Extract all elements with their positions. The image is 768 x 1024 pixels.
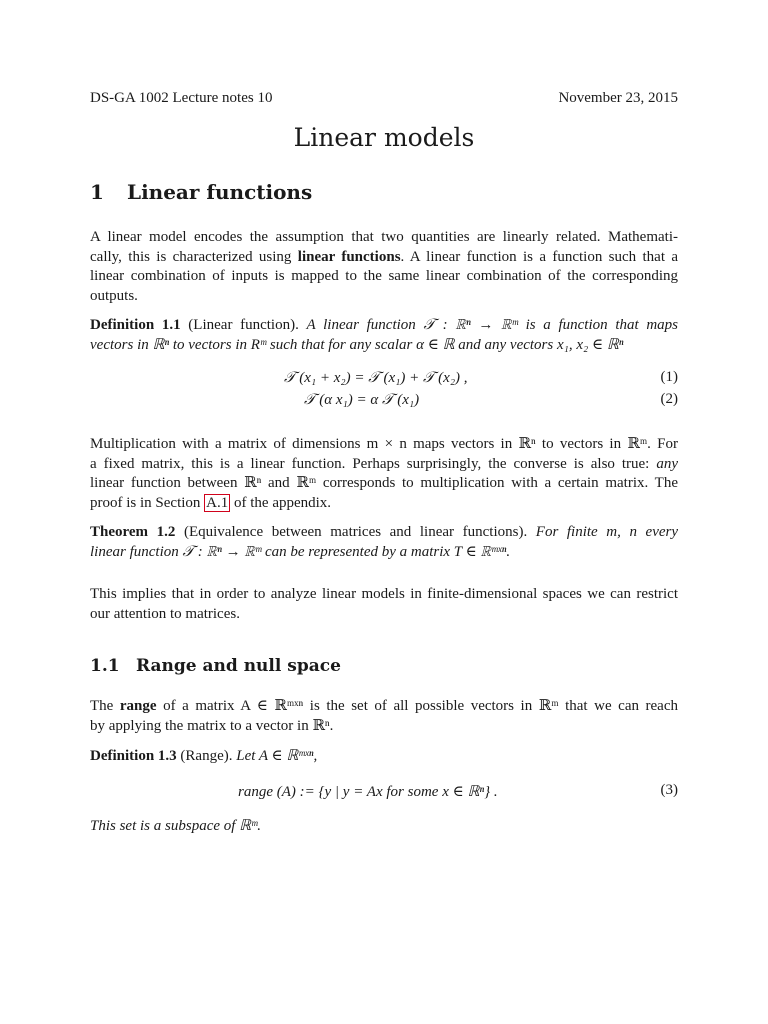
text-run: proof is in Section (90, 494, 205, 511)
paragraph-line: by applying the matrix to a vector in ℝⁿ. (90, 717, 334, 734)
paragraph (90, 435, 678, 513)
section-heading (90, 180, 312, 204)
equation-number: (1) (660, 369, 678, 385)
subsection-number: 1.1 (90, 656, 120, 676)
text-run: cally, this is characterized using (90, 248, 298, 265)
header-right: November 23, 2015 (558, 90, 678, 106)
definition-text: Let A ∈ ℝᵐˣⁿ, (236, 748, 318, 764)
theorem-label: Theorem 1.2 (90, 524, 176, 540)
theorem-text: For finite m, n every (535, 524, 679, 540)
definition-name: (Linear function). (188, 317, 299, 333)
bold-term: range (119, 698, 157, 714)
paragraph-line (90, 455, 678, 475)
text-run: of a matrix A ∈ ℝᵐˣⁿ is the set of all possible vectors in ℝᵐ that we can reach (156, 698, 678, 714)
equation-2: 𝒯 (α x₁) = α 𝒯 (x₁) (304, 392, 420, 408)
document-title: Linear models (293, 123, 475, 152)
definition-line (90, 316, 678, 336)
text-run: The (90, 698, 120, 714)
theorem-block (90, 523, 678, 562)
paragraph-line (90, 697, 678, 717)
equation-1: 𝒯 (x₁ + x₂) = 𝒯 (x₁) + 𝒯 (x₂) , (284, 370, 468, 386)
definition-block (90, 316, 678, 355)
text-run: . A linear function is a function such that a (400, 248, 679, 265)
paragraph-line (90, 494, 678, 514)
paragraph-line: linear function between ℝⁿ and ℝᵐ corresponds to multiplication with a certain matrix. The (90, 475, 678, 491)
paragraph-line: our attention to matrices. (90, 605, 240, 622)
section-link[interactable]: A.1 (206, 494, 229, 511)
header-left: DS-GA 1002 Lecture notes 10 (90, 90, 273, 106)
subsection-title: Range and null space (136, 656, 341, 676)
paragraph-line: A linear model encodes the assumption that two quantities are linearly related. Mathemati- (90, 229, 678, 245)
definition-block (90, 747, 317, 767)
theorem-name: (Equivalence between matrices and linear functions). (183, 524, 528, 540)
equation-number: (2) (660, 391, 678, 407)
paragraph (90, 585, 678, 624)
bold-term: linear functions (297, 248, 401, 265)
definition-label: Definition 1.3 (90, 748, 177, 764)
definition-text: A linear function 𝒯 : ℝⁿ → ℝᵐ is a function that maps (306, 317, 679, 333)
emphasis: any (656, 455, 678, 472)
paragraph-line (90, 248, 678, 268)
definition-label: Definition 1.1 (90, 317, 181, 333)
theorem-line: linear function 𝒯 : ℝⁿ → ℝᵐ can be represented by a matrix T ∈ ℝᵐˣⁿ. (90, 543, 511, 560)
text-run: a fixed matrix, this is a linear function. Perhaps surprisingly, the converse is also true: (90, 455, 657, 472)
section-title: Linear functions (127, 180, 313, 204)
equation-3: range (A) := {y | y = Ax for some x ∈ ℝⁿ} . (238, 784, 498, 800)
subsection-heading (90, 656, 341, 676)
paragraph-line: outputs. (90, 287, 138, 304)
paragraph (90, 228, 678, 306)
theorem-line (90, 523, 678, 543)
paragraph-line: linear combination of inputs is mapped to the same linear combination of the corresponding (90, 268, 678, 284)
section-number: 1 (90, 180, 104, 204)
paragraph-line: This implies that in order to analyze linear models in finite-dimensional spaces we can restrict (90, 586, 678, 602)
definition-name: (Range). (180, 748, 233, 764)
text-run: of the appendix. (230, 494, 332, 511)
equation-number: (3) (660, 782, 678, 798)
paragraph (90, 697, 678, 736)
definition-line: vectors in ℝⁿ to vectors in Rᵐ such that for any scalar α ∈ ℝ and any vectors x₁, x₂ ∈ ℝⁿ (90, 336, 624, 353)
subspace-note: This set is a subspace of ℝᵐ. (90, 818, 262, 834)
paragraph-line: Multiplication with a matrix of dimensions m × n maps vectors in ℝⁿ to vectors in ℝᵐ. For (90, 436, 678, 452)
